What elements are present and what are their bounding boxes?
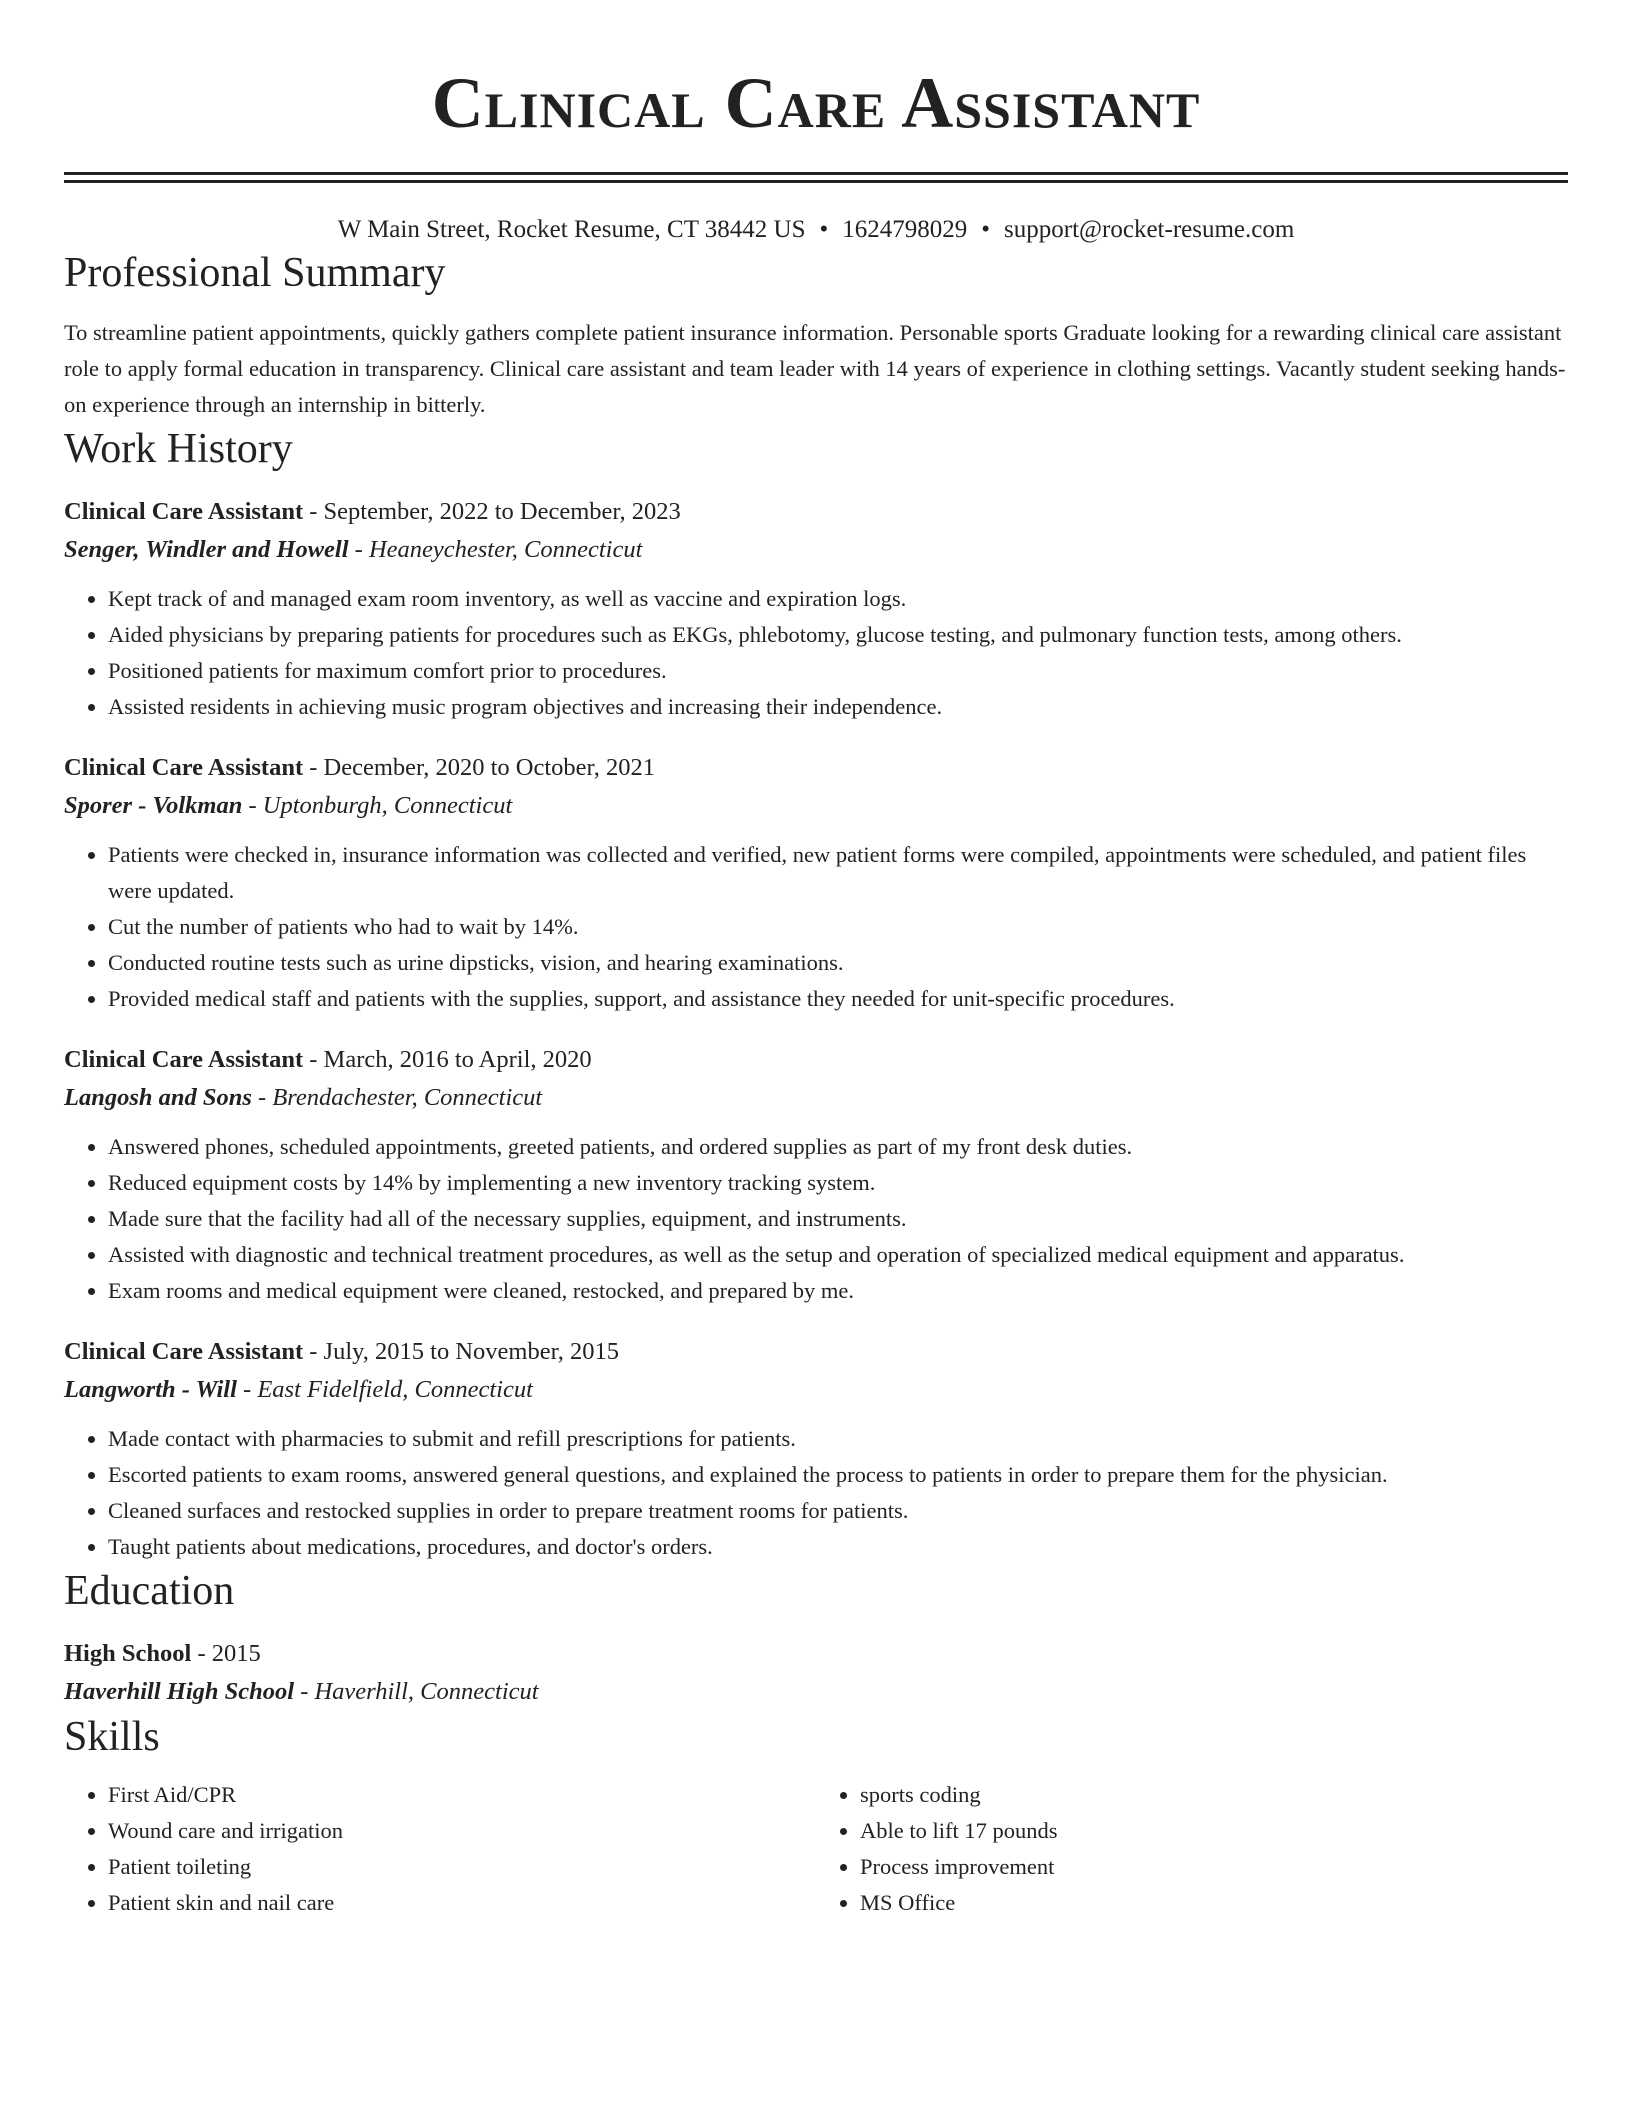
- job-dates: - December, 2020 to October, 2021: [303, 754, 655, 781]
- list-item: • Able to lift 17 pounds: [860, 1813, 1568, 1849]
- list-item: • Positioned patients for maximum comfort prior to procedures.: [108, 653, 1568, 689]
- list-item: • Aided physicians by preparing patients for procedures such as EKGs, phlebotomy, glucose testing, and pulmonary function tests, among others.: [108, 617, 1568, 653]
- job-bullets: [64, 581, 1568, 725]
- list-item: • Wound care and irrigation: [108, 1813, 816, 1849]
- list-item: • Cut the number of patients who had to wait by 14%.: [108, 909, 1568, 945]
- job-bullets: [64, 1421, 1568, 1565]
- company-line: [64, 787, 1568, 825]
- list-item: • Reduced equipment costs by 14% by implementing a new inventory tracking system.: [108, 1165, 1568, 1201]
- list-item: • Conducted routine tests such as urine dipsticks, vision, and hearing examinations.: [108, 945, 1568, 981]
- job-title-line: [64, 749, 1568, 787]
- list-item: • Escorted patients to exam rooms, answered general questions, and explained the process to patients in order to prepare them for the physician.: [108, 1457, 1568, 1493]
- skills-column-left: [64, 1777, 816, 1921]
- list-item: • First Aid/CPR: [108, 1777, 816, 1813]
- list-item: • Patients were checked in, insurance information was collected and verified, new patient forms were compiled, appointments were scheduled, and patient files were updated.: [108, 837, 1568, 909]
- list-item: • Patient toileting: [108, 1849, 816, 1885]
- list-item: • sports coding: [860, 1777, 1568, 1813]
- job-title: Clinical Care Assistant: [64, 498, 304, 525]
- contact-email: support@rocket-resume.com: [1004, 216, 1295, 243]
- company-location: - Uptonburgh, Connecticut: [242, 792, 513, 819]
- school-location: - Haverhill, Connecticut: [294, 1678, 539, 1705]
- company-name: Senger, Windler and Howell: [64, 536, 349, 563]
- contact-address: W Main Street, Rocket Resume, CT 38442 US: [337, 216, 806, 243]
- company-location: - Brendachester, Connecticut: [251, 1084, 543, 1111]
- list-item: • Cleaned surfaces and restocked supplies in order to prepare treatment rooms for patients.: [108, 1493, 1568, 1529]
- job-bullets: [64, 837, 1568, 1017]
- list-item: • Assisted residents in achieving music program objectives and increasing their independence.: [108, 689, 1568, 725]
- job-entry: [64, 1041, 1568, 1309]
- company-name: Sporer - Volkman: [64, 792, 243, 819]
- company-name: Langworth - Will: [64, 1376, 237, 1403]
- job-title: Clinical Care Assistant: [64, 1046, 304, 1073]
- job-title-line: [64, 1333, 1568, 1371]
- company-name: Langosh and Sons: [64, 1084, 252, 1111]
- school-name: Haverhill High School: [64, 1678, 295, 1705]
- list-item: • Answered phones, scheduled appointments, greeted patients, and ordered supplies as part of my front desk duties.: [108, 1129, 1568, 1165]
- contact-line: [64, 213, 1568, 247]
- list-item: • Made contact with pharmacies to submit and refill prescriptions for patients.: [108, 1421, 1568, 1457]
- education-heading: Education: [64, 1568, 235, 1614]
- job-title-line: [64, 1041, 1568, 1079]
- list-item: • Assisted with diagnostic and technical treatment procedures, as well as the setup and operation of specialized medical equipment and apparatus.: [108, 1237, 1568, 1273]
- education-year: - 2015: [191, 1640, 261, 1667]
- work-history-heading: Work History: [64, 426, 293, 472]
- job-dates: - March, 2016 to April, 2020: [303, 1046, 592, 1073]
- job-dates: - September, 2022 to December, 2023: [303, 498, 681, 525]
- job-title: Clinical Care Assistant: [64, 754, 304, 781]
- job-bullets: [64, 1129, 1568, 1309]
- list-item: • Patient skin and nail care: [108, 1885, 816, 1921]
- job-entry: [64, 493, 1568, 725]
- job-title: Clinical Care Assistant: [64, 1338, 304, 1365]
- list-item: • Made sure that the facility had all of the necessary supplies, equipment, and instruments.: [108, 1201, 1568, 1237]
- contact-phone: 1624798029: [842, 216, 968, 243]
- education-entry: [64, 1635, 1568, 1711]
- skills-list: [64, 1777, 1568, 1921]
- company-line: [64, 1371, 1568, 1409]
- summary-heading: Professional Summary: [64, 250, 446, 296]
- summary-text: To streamline patient appointments, quickly gathers complete patient insurance information. Personable sports Graduate looking for a rewarding clinical care assistant role to apply formal education in transparency. Clinical care assistant and team leader with 14 years of experience in clothing settings. Vacantly student seeking hands-on experience through an internship in bitterly.: [64, 320, 1566, 417]
- job-title-line: [64, 493, 1568, 531]
- job-entry: [64, 1333, 1568, 1565]
- degree-line: [64, 1635, 1568, 1673]
- job-dates: - July, 2015 to November, 2015: [303, 1338, 620, 1365]
- school-line: [64, 1673, 1568, 1711]
- list-item: • Process improvement: [860, 1849, 1568, 1885]
- company-location: - Heaneychester, Connecticut: [348, 536, 643, 563]
- contact-separator: •: [981, 216, 991, 243]
- contact-separator: •: [819, 216, 829, 243]
- company-line: [64, 1079, 1568, 1117]
- list-item: • Taught patients about medications, procedures, and doctor's orders.: [108, 1529, 1568, 1565]
- skills-column-right: [816, 1777, 1568, 1921]
- resume-title: Clinical Care Assistant: [431, 63, 1201, 143]
- company-location: - East Fidelfield, Connecticut: [236, 1376, 533, 1403]
- company-line: [64, 531, 1568, 569]
- job-entry: [64, 749, 1568, 1017]
- skills-heading: Skills: [64, 1714, 160, 1760]
- list-item: • Kept track of and managed exam room inventory, as well as vaccine and expiration logs.: [108, 581, 1568, 617]
- list-item: • Exam rooms and medical equipment were cleaned, restocked, and prepared by me.: [108, 1273, 1568, 1309]
- title-divider: [64, 172, 1568, 183]
- list-item: • MS Office: [860, 1885, 1568, 1921]
- degree-name: High School: [64, 1640, 192, 1667]
- list-item: • Provided medical staff and patients with the supplies, support, and assistance they needed for unit-specific procedures.: [108, 981, 1568, 1017]
